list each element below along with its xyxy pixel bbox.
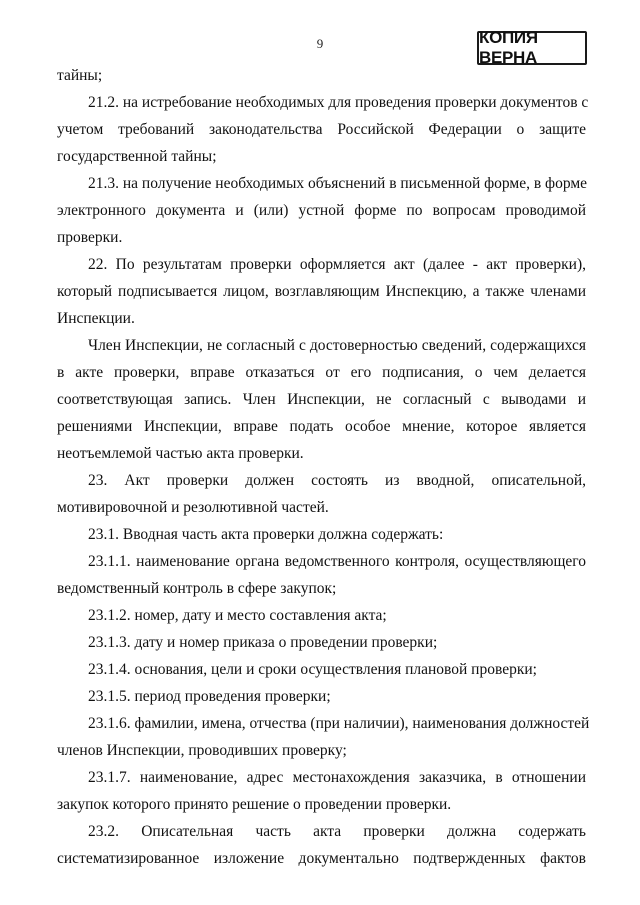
text-line: Инспекции. — [57, 310, 135, 327]
text-line: решениями Инспекции, вправе подать особое мнение, которое является — [57, 418, 586, 435]
text-line: 23.1. Вводная часть акта проверки должна содержать: — [88, 526, 444, 543]
text-line: закупок которого принято решение о проведении проверки. — [57, 796, 452, 813]
text-line: мотивировочной и резолютивной частей. — [57, 499, 329, 516]
text-line: 23.1.4. основания, цели и сроки осуществления плановой проверки; — [88, 661, 537, 678]
text-line: в акте проверки, вправе отказаться от его подписания, о чем делается — [57, 364, 586, 381]
text-line: 23.1.6. фамилии, имена, отчества (при наличии), наименования должностей — [88, 715, 590, 732]
text-line: проверки. — [57, 229, 123, 246]
text-line: систематизированное изложение документально подтвержденных фактов — [57, 850, 586, 867]
text-line: 21.3. на получение необходимых объяснений в письменной форме, в форме — [88, 175, 588, 192]
text-line: 22. По результатам проверки оформляется акт (далее - акт проверки), — [88, 256, 586, 273]
certified-copy-stamp: КОПИЯ ВЕРНА — [477, 31, 587, 65]
text-line: 23.1.7. наименование, адрес местонахождения заказчика, в отношении — [88, 769, 586, 786]
text-line: 23.2. Описательная часть акта проверки должна содержать — [88, 823, 586, 840]
text-line: 23.1.2. номер, дату и место составления акта; — [88, 607, 387, 624]
text-line: который подписывается лицом, возглавляющим Инспекцию, а также членами — [57, 283, 586, 300]
text-line: ведомственный контроль в сфере закупок; — [57, 580, 337, 597]
text-line: 23. Акт проверки должен состоять из вводной, описательной, — [88, 472, 586, 489]
text-line: 23.1.5. период проведения проверки; — [88, 688, 331, 705]
text-line: неотъемлемой частью акта проверки. — [57, 445, 304, 462]
text-line: электронного документа и (или) устной форме по вопросам проводимой — [57, 202, 586, 219]
text-line: государственной тайны; — [57, 148, 217, 165]
text-line: членов Инспекции, проводивших проверку; — [57, 742, 347, 759]
text-line: 23.1.3. дату и номер приказа о проведении проверки; — [88, 634, 438, 651]
text-line: 21.2. на истребование необходимых для проведения проверки документов с — [88, 94, 589, 111]
page-number: 9 — [316, 36, 324, 51]
text-line: Член Инспекции, не согласный с достоверностью сведений, содержащихся — [88, 337, 586, 354]
text-line: соответствующая запись. Член Инспекции, не согласный с выводами и — [57, 391, 586, 408]
document-body — [57, 62, 590, 872]
text-line: 23.1.1. наименование органа ведомственного контроля, осуществляющего — [88, 553, 586, 570]
text-line: учетом требований законодательства Российской Федерации о защите — [57, 121, 586, 138]
text-line: тайны; — [57, 67, 103, 84]
